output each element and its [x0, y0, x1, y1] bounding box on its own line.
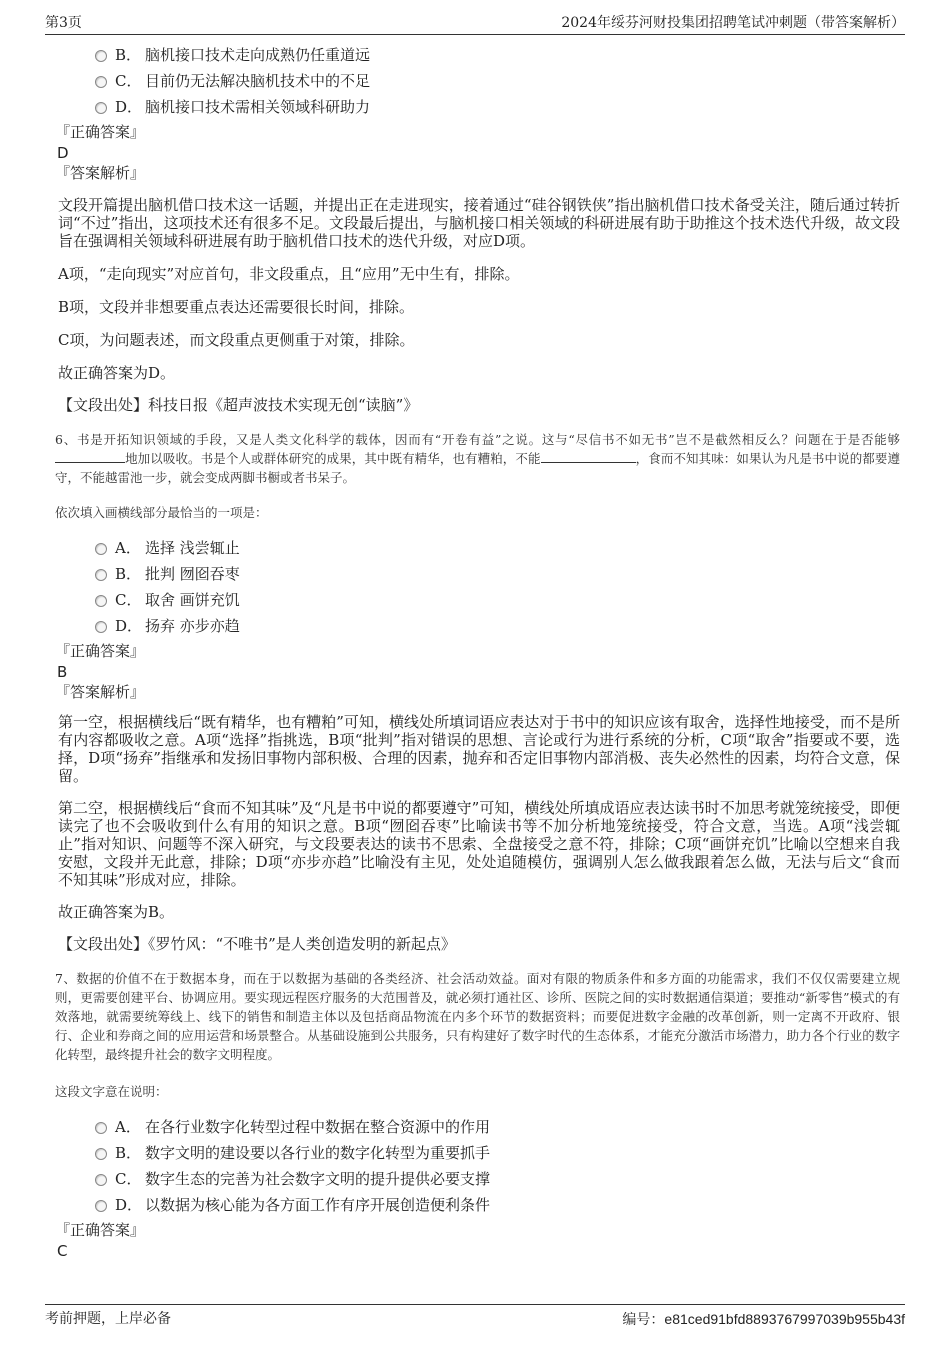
radio-icon[interactable] — [95, 76, 107, 88]
q6-analysis-p3: 故正确答案为B。 — [58, 903, 175, 921]
q5-analysis-p2: A项，“走向现实”对应首句，非文段重点，且“应用”无中生有，排除。 — [58, 265, 520, 283]
q5-option-b[interactable]: B． 脑机接口技术走向成熟仍任重道远 — [95, 42, 900, 68]
q5-answer: D — [57, 144, 69, 162]
q5-source: 【文段出处】科技日报《超声波技术实现无创“读脑”》 — [58, 396, 419, 414]
page-footer — [45, 1304, 905, 1329]
page-number: 第3页 — [45, 15, 82, 31]
q6-analysis-p2: 第二空，根据横线后“食而不知其味”及“凡是书中说的都要遵守”可知，横线处所填成语应表达读书时不加思考就笼统接受，即便读完了也不会吸收到什么有用的知识之意。B项“囫囵吞枣”比喻读书等不加分析地笼统接受，符合文意，当选。A项“浅尝辄止”指对知识、问题等不深入研究，与文段要表达的读书不思索、全盘接受之意不符，排除；C项“画饼充饥”比喻以空想来自我安慰，文段并无此意，排除；D项“亦步亦趋”比喻没有主见，处处追随模仿，强调别人怎么做我跟着怎么做，无法与后文“食而不知其味”形成对应，排除。 — [58, 799, 900, 889]
q6-answer: B — [57, 663, 68, 681]
q7-answer: C — [57, 1242, 68, 1260]
radio-icon[interactable] — [95, 543, 107, 555]
blank-2 — [541, 450, 636, 463]
radio-icon[interactable] — [95, 595, 107, 607]
radio-icon[interactable] — [95, 621, 107, 633]
radio-icon[interactable] — [95, 1148, 107, 1160]
q6-stem: 6、书是开拓知识领域的手段，又是人类文化科学的载体，因而有“开卷有益”之说。这与“尽信书不如无书”岂不是截然相反么？问题在于是否能够地加以吸收。书是个人或群体研究的成果，其中既有精华，也有糟粕，不能 ，食而不知其味：如果认为凡是书中说的都要遵守，不能越雷池一步，就会变成两脚书橱或者书呆子。 — [55, 432, 900, 485]
q6-option-a[interactable]: A． 选择 浅尝辄止 — [95, 535, 900, 561]
q5-option-d[interactable]: D． 脑机接口技术需相关领域科研助力 — [95, 94, 900, 120]
footer-code — [622, 1307, 905, 1332]
q7-options — [55, 1114, 900, 1218]
radio-icon[interactable] — [95, 102, 107, 114]
page-header — [45, 12, 905, 35]
q7-prompt: 这段文字意在说明： — [55, 1084, 168, 1099]
q7-stem: 7、数据的价值不在于数据本身，而在于以数据为基础的各类经济、社会活动效益。面对有限的物质条件和多方面的功能需求，我们不仅仅需要建立规则，更需要创建平台、协调应用。要实现远程医疗服务的大范围普及，就必须打通社区、诊所、医院之间的实时数据通信渠道；要推动“新零售”模式的有效落地，就需要统筹线上、线下的销售和制造主体以及包括商品物流在内多个环节的数据资料；而要促进数字金融的改革创新，则一定离不开政府、银行、企业和券商之间的应用运营和场景整合。从基础设施到公共服务，只有构建好了数字时代的生态体系，才能充分激活市场潜力，助力各个行业的数字化转型，最终提升社会的数字文明程度。 — [55, 971, 900, 1062]
page-content — [55, 42, 900, 1261]
q5-analysis-p1: 文段开篇提出脑机借口技术这一话题，并提出正在走进现实，接着通过“硅谷钢铁侠”指出脑机借口技术备受关注，随后通过转折词“不过”指出，这项技术还有很多不足。文段最后提出，与脑机接口相关领域的科研进展有助于助推这个技术迭代升级，故文段旨在强调相关领域科研进展有助于脑机借口技术的迭代升级，对应D项。 — [58, 196, 900, 250]
q5-answer-label: 『正确答案』 — [55, 123, 146, 141]
q6-option-b[interactable]: B． 批判 囫囵吞枣 — [95, 561, 900, 587]
q6-source: 【文段出处】《罗竹风：“不唯书”是人类创造发明的新起点》 — [58, 935, 456, 953]
footer-code-label: 编号： — [622, 1312, 665, 1328]
q6-options — [55, 535, 900, 639]
q5-analysis-p5: 故正确答案为D。 — [58, 364, 176, 382]
q6-answer-label: 『正确答案』 — [55, 642, 146, 660]
q6-option-c[interactable]: C． 取舍 画饼充饥 — [95, 587, 900, 613]
q6-analysis-label: 『答案解析』 — [55, 683, 146, 701]
q6-option-d[interactable]: D． 扬弃 亦步亦趋 — [95, 613, 900, 639]
radio-icon[interactable] — [95, 1122, 107, 1134]
q5-analysis-p3: B项，文段并非想要重点表达还需要很长时间，排除。 — [58, 298, 415, 316]
radio-icon[interactable] — [95, 50, 107, 62]
q5-analysis-label: 『答案解析』 — [55, 164, 146, 182]
q6-prompt: 依次填入画横线部分最恰当的一项是： — [55, 505, 268, 520]
q7-option-d[interactable]: D． 以数据为核心能为各方面工作有序开展创造便利条件 — [95, 1192, 900, 1218]
radio-icon[interactable] — [95, 1174, 107, 1186]
q5-option-c[interactable]: C． 目前仍无法解决脑机技术中的不足 — [95, 68, 900, 94]
q7-answer-label: 『正确答案』 — [55, 1221, 146, 1239]
radio-icon[interactable] — [95, 1200, 107, 1212]
footer-code-value: e81ced91bfd8893767997039b955b43f — [664, 1311, 905, 1327]
q7-option-c[interactable]: C． 数字生态的完善为社会数字文明的提升提供必要支撑 — [95, 1166, 900, 1192]
footer-slogan: 考前押题，上岸必备 — [45, 1311, 171, 1327]
blank-1 — [55, 450, 125, 463]
q5-analysis-p4: C项，为问题表述，而文段重点更侧重于对策，排除。 — [58, 331, 415, 349]
q7-option-a[interactable]: A． 在各行业数字化转型过程中数据在整合资源中的作用 — [95, 1114, 900, 1140]
q7-option-b[interactable]: B． 数字文明的建设要以各行业的数字化转型为重要抓手 — [95, 1140, 900, 1166]
q6-analysis-p1: 第一空，根据横线后“既有精华，也有糟粕”可知，横线处所填词语应表达对于书中的知识应该有取舍，选择性地接受，而不是所有内容都吸收之意。A项“选择”指挑选，B项“批判”指对错误的思想、言论或行为进行系统的分析，C项“取舍”指要或不要，选择，D项“扬弃”指继承和发扬旧事物内部积极、合理的因素，抛弃和否定旧事物内部消极、丧失必然性的因素，均符合文意，保留。 — [58, 713, 900, 785]
document-title: 2024年绥芬河财投集团招聘笔试冲刺题（带答案解析） — [561, 15, 905, 31]
q5-options — [55, 42, 900, 120]
radio-icon[interactable] — [95, 569, 107, 581]
